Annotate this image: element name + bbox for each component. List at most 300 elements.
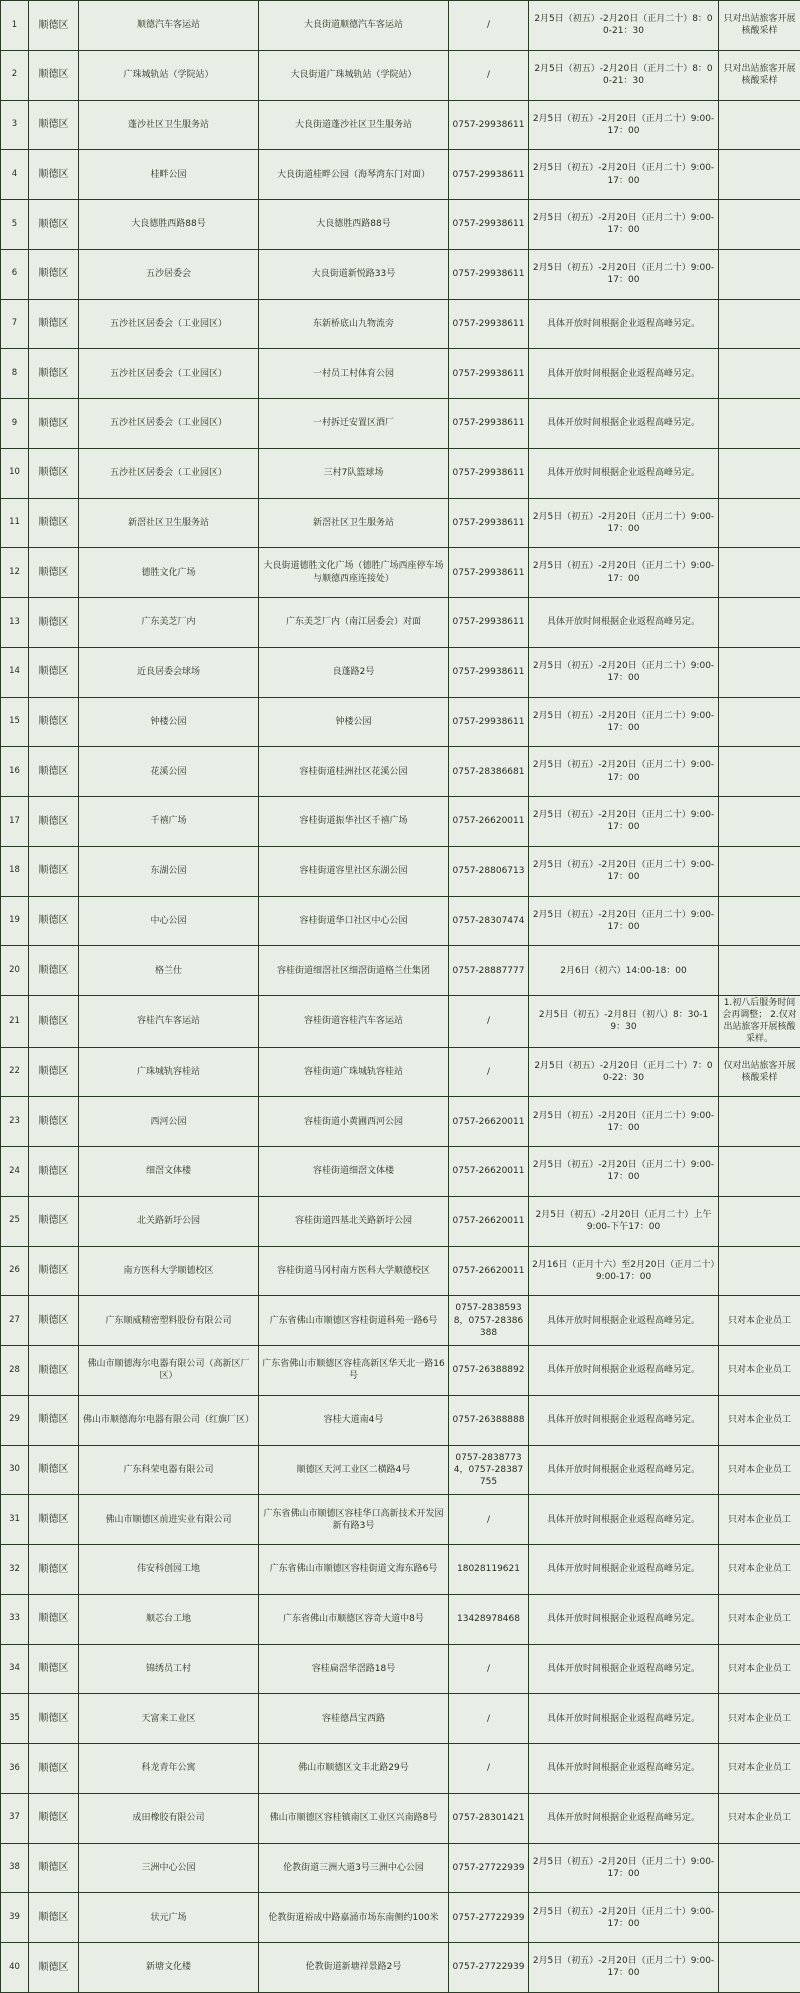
district-cell: 顺德区: [29, 1843, 79, 1893]
row-number: 39: [1, 1893, 29, 1943]
table-row: [1, 1097, 800, 1147]
site-name-cell: 佛山市顺德海尔电器有限公司（高新区厂区）: [79, 1346, 259, 1396]
hours-cell: 2月5日（初五）-2月20日（正月二十）8：00-21：30: [529, 1, 719, 51]
district-cell: 顺德区: [29, 1, 79, 51]
district-cell: 顺德区: [29, 448, 79, 498]
table-row: [1, 1744, 800, 1794]
site-name-cell: 广东美芝厂内: [79, 598, 259, 648]
hours-cell: 2月5日（初五）-2月20日（正月二十）9:00-17：00: [529, 697, 719, 747]
note-cell: 只对本企业员工: [719, 1445, 800, 1495]
table-row: [1, 996, 800, 1048]
address-cell: 容桂街道细滘社区细滘街道格兰仕集团: [259, 946, 449, 996]
site-name-cell: 北关路新圩公园: [79, 1196, 259, 1246]
district-cell: 顺德区: [29, 399, 79, 449]
row-number: 9: [1, 399, 29, 449]
hours-cell: 2月5日（初五）-2月20日（正月二十）9:00-17：00: [529, 747, 719, 797]
row-number: 13: [1, 598, 29, 648]
note-cell: [719, 797, 800, 847]
note-cell: 只对本企业员工: [719, 1793, 800, 1843]
district-cell: 顺德区: [29, 1296, 79, 1346]
table-row: [1, 1644, 800, 1694]
hours-cell: 具体开放时间根据企业返程高峰另定。: [529, 299, 719, 349]
district-cell: 顺德区: [29, 498, 79, 548]
note-cell: 只对本企业员工: [719, 1495, 800, 1545]
phone-cell: 0757-27722939: [449, 1843, 529, 1893]
table-row: [1, 797, 800, 847]
hours-cell: 2月5日（初五）-2月20日（正月二十）上午9:00-下午17：00: [529, 1196, 719, 1246]
site-name-cell: 五沙居委会: [79, 249, 259, 299]
address-cell: 良蓬路2号: [259, 647, 449, 697]
row-number: 34: [1, 1644, 29, 1694]
note-cell: [719, 1196, 800, 1246]
address-cell: 大良街道蓬沙社区卫生服务站: [259, 100, 449, 150]
address-cell: 伦教街道三洲大道3号三洲中心公园: [259, 1843, 449, 1893]
table-row: [1, 200, 800, 250]
site-name-cell: 状元广场: [79, 1893, 259, 1943]
district-cell: 顺德区: [29, 797, 79, 847]
table-row: [1, 896, 800, 946]
hours-cell: 具体开放时间根据企业返程高峰另定。: [529, 598, 719, 648]
note-cell: [719, 498, 800, 548]
site-name-cell: 近良居委会球场: [79, 647, 259, 697]
address-cell: 广东美芝厂内（南江居委会）对面: [259, 598, 449, 648]
district-cell: 顺德区: [29, 1594, 79, 1644]
address-cell: 广东省佛山市顺德区容桂街道科苑一路6号: [259, 1296, 449, 1346]
phone-cell: 0757-29938611: [449, 598, 529, 648]
row-number: 23: [1, 1097, 29, 1147]
site-name-cell: 佛山市顺德区前进实业有限公司: [79, 1495, 259, 1545]
address-cell: 容桂街道四基北关路新圩公园: [259, 1196, 449, 1246]
table-row: [1, 448, 800, 498]
address-cell: 钟楼公园: [259, 697, 449, 747]
hours-cell: 2月5日（初五）-2月20日（正月二十）9:00-17：00: [529, 846, 719, 896]
row-number: 4: [1, 150, 29, 200]
address-cell: 佛山市顺德区文丰北路29号: [259, 1744, 449, 1794]
note-cell: [719, 548, 800, 598]
note-cell: 只对本企业员工: [719, 1395, 800, 1445]
address-cell: 容桂街道马冈村南方医科大学顺德校区: [259, 1246, 449, 1296]
table-row: [1, 1594, 800, 1644]
note-cell: [719, 349, 800, 399]
row-number: 18: [1, 846, 29, 896]
row-number: 7: [1, 299, 29, 349]
address-cell: 容桂德昌宝西路: [259, 1694, 449, 1744]
phone-cell: /: [449, 1, 529, 51]
district-cell: 顺德区: [29, 1246, 79, 1296]
hours-cell: 2月5日（初五）-2月20日（正月二十）9:00-17：00: [529, 200, 719, 250]
hours-cell: 具体开放时间根据企业返程高峰另定。: [529, 1445, 719, 1495]
hours-cell: 2月5日（初五）-2月20日（正月二十）9:00-17：00: [529, 1147, 719, 1197]
table-row: [1, 1147, 800, 1197]
district-cell: 顺德区: [29, 697, 79, 747]
table-row: [1, 349, 800, 399]
address-cell: 容桂街道振华社区千禧广场: [259, 797, 449, 847]
note-cell: [719, 1246, 800, 1296]
district-cell: 顺德区: [29, 1445, 79, 1495]
site-name-cell: 西河公园: [79, 1097, 259, 1147]
district-cell: 顺德区: [29, 896, 79, 946]
row-number: 5: [1, 200, 29, 250]
note-cell: [719, 1147, 800, 1197]
phone-cell: 0757-29938611: [449, 498, 529, 548]
note-cell: [719, 747, 800, 797]
address-cell: 一村拆迁安置区酒厂: [259, 399, 449, 449]
row-number: 12: [1, 548, 29, 598]
hours-cell: 2月5日（初五）-2月20日（正月二十）9:00-17：00: [529, 150, 719, 200]
note-cell: 只对出站旅客开展核酸采样: [719, 1, 800, 51]
row-number: 20: [1, 946, 29, 996]
phone-cell: 0757-29938611: [449, 647, 529, 697]
note-cell: [719, 846, 800, 896]
phone-cell: /: [449, 1644, 529, 1694]
note-cell: [719, 150, 800, 200]
hours-cell: 具体开放时间根据企业返程高峰另定。: [529, 399, 719, 449]
address-cell: 容桂街道容里社区东湖公园: [259, 846, 449, 896]
district-cell: 顺德区: [29, 1395, 79, 1445]
table-row: [1, 697, 800, 747]
site-name-cell: 顺芯台工地: [79, 1594, 259, 1644]
district-cell: 顺德区: [29, 1644, 79, 1694]
district-cell: 顺德区: [29, 1047, 79, 1097]
site-name-cell: 五沙社区居委会（工业园区）: [79, 399, 259, 449]
table-row: [1, 946, 800, 996]
row-number: 15: [1, 697, 29, 747]
phone-cell: /: [449, 996, 529, 1048]
district-cell: 顺德区: [29, 349, 79, 399]
site-name-cell: 五沙社区居委会（工业园区）: [79, 299, 259, 349]
hours-cell: 具体开放时间根据企业返程高峰另定。: [529, 1395, 719, 1445]
table-row: [1, 1793, 800, 1843]
hours-cell: 具体开放时间根据企业返程高峰另定。: [529, 448, 719, 498]
district-cell: 顺德区: [29, 846, 79, 896]
site-name-cell: 成田橡胶有限公司: [79, 1793, 259, 1843]
phone-cell: 13428978468: [449, 1594, 529, 1644]
site-name-cell: 容桂汽车客运站: [79, 996, 259, 1048]
site-name-cell: 三洲中心公园: [79, 1843, 259, 1893]
hours-cell: 2月5日（初五）-2月8日（初八）8：30-19：30: [529, 996, 719, 1048]
note-cell: 只对本企业员工: [719, 1694, 800, 1744]
district-cell: 顺德区: [29, 1495, 79, 1545]
hours-cell: 2月5日（初五）-2月20日（正月二十）9:00-17：00: [529, 1893, 719, 1943]
address-cell: 大良德胜西路88号: [259, 200, 449, 250]
note-cell: [719, 299, 800, 349]
address-cell: 大良街道德胜文化广场（德胜广场西座停车场与顺德西座连接处）: [259, 548, 449, 598]
note-cell: [719, 399, 800, 449]
phone-cell: 0757-29938611: [449, 548, 529, 598]
hours-cell: 2月5日（初五）-2月20日（正月二十）9:00-17：00: [529, 896, 719, 946]
hours-cell: 具体开放时间根据企业返程高峰另定。: [529, 1545, 719, 1595]
site-name-cell: 新塘文化楼: [79, 1943, 259, 1993]
phone-cell: 0757-28387734，0757-28387755: [449, 1445, 529, 1495]
phone-cell: 0757-28307474: [449, 896, 529, 946]
table-row: [1, 1346, 800, 1396]
phone-cell: 0757-28301421: [449, 1793, 529, 1843]
phone-cell: /: [449, 1694, 529, 1744]
hours-cell: 2月5日（初五）-2月20日（正月二十）9:00-17：00: [529, 1097, 719, 1147]
note-cell: 只对本企业员工: [719, 1346, 800, 1396]
table-row: [1, 1545, 800, 1595]
hours-cell: 2月5日（初五）-2月20日（正月二十）9:00-17：00: [529, 1943, 719, 1993]
site-name-cell: 伟安科创园工地: [79, 1545, 259, 1595]
table-row: [1, 498, 800, 548]
phone-cell: 0757-28386681: [449, 747, 529, 797]
address-cell: 容桂街道华口社区中心公园: [259, 896, 449, 946]
site-name-cell: 花溪公园: [79, 747, 259, 797]
phone-cell: 0757-28887777: [449, 946, 529, 996]
hours-cell: 2月6日（初六）14:00-18：00: [529, 946, 719, 996]
site-name-cell: 桂畔公园: [79, 150, 259, 200]
site-name-cell: 五沙社区居委会（工业园区）: [79, 448, 259, 498]
phone-cell: 0757-29938611: [449, 399, 529, 449]
phone-cell: 0757-29938611: [449, 349, 529, 399]
district-cell: 顺德区: [29, 1545, 79, 1595]
address-cell: 大良街道新悦路33号: [259, 249, 449, 299]
note-cell: 仅对出站旅客开展核酸采样: [719, 1047, 800, 1097]
site-name-cell: 科龙青年公寓: [79, 1744, 259, 1794]
hours-cell: 具体开放时间根据企业返程高峰另定。: [529, 1644, 719, 1694]
address-cell: 容桂街道桂洲社区花溪公园: [259, 747, 449, 797]
table-row: [1, 1843, 800, 1893]
phone-cell: 0757-27722939: [449, 1893, 529, 1943]
address-cell: 广东省佛山市顺德区容桂华口高新技术开发园新有路3号: [259, 1495, 449, 1545]
note-cell: [719, 1943, 800, 1993]
note-cell: 只对本企业员工: [719, 1296, 800, 1346]
row-number: 38: [1, 1843, 29, 1893]
note-cell: [719, 1097, 800, 1147]
district-cell: 顺德区: [29, 946, 79, 996]
table-row: [1, 100, 800, 150]
note-cell: [719, 896, 800, 946]
row-number: 31: [1, 1495, 29, 1545]
table-row: [1, 399, 800, 449]
phone-cell: 0757-28806713: [449, 846, 529, 896]
row-number: 28: [1, 1346, 29, 1396]
site-name-cell: 锦绣员工村: [79, 1644, 259, 1694]
address-cell: 三村7队篮球场: [259, 448, 449, 498]
address-cell: 容桂街道广珠城轨容桂站: [259, 1047, 449, 1097]
hours-cell: 具体开放时间根据企业返程高峰另定。: [529, 1694, 719, 1744]
address-cell: 东新桥底山九物流旁: [259, 299, 449, 349]
address-cell: 大良街道广珠城轨站（学院站）: [259, 50, 449, 100]
table-row: [1, 548, 800, 598]
site-name-cell: 南方医科大学顺德校区: [79, 1246, 259, 1296]
phone-cell: /: [449, 1047, 529, 1097]
site-name-cell: 千禧广场: [79, 797, 259, 847]
hours-cell: 2月5日（初五）-2月20日（正月二十）9:00-17：00: [529, 797, 719, 847]
address-cell: 伦教街道裕成中路嘉涌市场东南侧约100米: [259, 1893, 449, 1943]
note-cell: 只对本企业员工: [719, 1644, 800, 1694]
district-cell: 顺德区: [29, 200, 79, 250]
hours-cell: 具体开放时间根据企业返程高峰另定。: [529, 1594, 719, 1644]
phone-cell: /: [449, 1744, 529, 1794]
phone-cell: 0757-29938611: [449, 299, 529, 349]
address-cell: 容桂街道容桂汽车客运站: [259, 996, 449, 1048]
note-cell: [719, 1893, 800, 1943]
table-row: [1, 747, 800, 797]
phone-cell: 0757-29938611: [449, 200, 529, 250]
phone-cell: 0757-29938611: [449, 150, 529, 200]
table-row: [1, 598, 800, 648]
note-cell: [719, 697, 800, 747]
table-row: [1, 1445, 800, 1495]
table-row: [1, 299, 800, 349]
hours-cell: 具体开放时间根据企业返程高峰另定。: [529, 1793, 719, 1843]
district-cell: 顺德区: [29, 100, 79, 150]
row-number: 21: [1, 996, 29, 1048]
site-name-cell: 广东顺威精密塑料股份有限公司: [79, 1296, 259, 1346]
district-cell: 顺德区: [29, 1694, 79, 1744]
note-cell: 只对本企业员工: [719, 1594, 800, 1644]
note-cell: [719, 249, 800, 299]
district-cell: 顺德区: [29, 1744, 79, 1794]
phone-cell: 0757-26620011: [449, 797, 529, 847]
hours-cell: 2月5日（初五）-2月20日（正月二十）9:00-17：00: [529, 647, 719, 697]
address-cell: 广东省佛山市顺德区容桂高新区华天北一路16号: [259, 1346, 449, 1396]
phone-cell: 0757-28385938，0757-28386388: [449, 1296, 529, 1346]
district-cell: 顺德区: [29, 1893, 79, 1943]
phone-cell: 18028119621: [449, 1545, 529, 1595]
site-name-cell: 新滘社区卫生服务站: [79, 498, 259, 548]
table-row: [1, 1, 800, 51]
table-row: [1, 1196, 800, 1246]
note-cell: [719, 598, 800, 648]
row-number: 22: [1, 1047, 29, 1097]
address-cell: 顺德区天河工业区二横路4号: [259, 1445, 449, 1495]
phone-cell: 0757-29938611: [449, 100, 529, 150]
site-name-cell: 德胜文化广场: [79, 548, 259, 598]
site-name-cell: 广珠城轨站（学院站）: [79, 50, 259, 100]
row-number: 11: [1, 498, 29, 548]
hours-cell: 2月5日（初五）-2月20日（正月二十）9:00-17：00: [529, 100, 719, 150]
table-row: [1, 150, 800, 200]
note-cell: 只对本企业员工: [719, 1545, 800, 1595]
site-name-cell: 中心公园: [79, 896, 259, 946]
row-number: 25: [1, 1196, 29, 1246]
table-row: [1, 647, 800, 697]
district-cell: 顺德区: [29, 150, 79, 200]
address-cell: 大良街道顺德汽车客运站: [259, 1, 449, 51]
hours-cell: 2月16日（正月十六）至2月20日（正月二十）9:00-17：00: [529, 1246, 719, 1296]
site-name-cell: 五沙社区居委会（工业园区）: [79, 349, 259, 399]
row-number: 27: [1, 1296, 29, 1346]
note-cell: 1.初八后服务时间会再调整； 2.仅对出站旅客开展核酸采样。: [719, 996, 800, 1048]
district-cell: 顺德区: [29, 647, 79, 697]
row-number: 30: [1, 1445, 29, 1495]
site-name-cell: 广东科荣电器有限公司: [79, 1445, 259, 1495]
district-cell: 顺德区: [29, 1793, 79, 1843]
table-row: [1, 1246, 800, 1296]
row-number: 16: [1, 747, 29, 797]
district-cell: 顺德区: [29, 1196, 79, 1246]
row-number: 35: [1, 1694, 29, 1744]
note-cell: 只对出站旅客开展核酸采样: [719, 50, 800, 100]
row-number: 24: [1, 1147, 29, 1197]
row-number: 2: [1, 50, 29, 100]
row-number: 29: [1, 1395, 29, 1445]
address-cell: 广东省佛山市顺德区容桂街道文海东路6号: [259, 1545, 449, 1595]
row-number: 40: [1, 1943, 29, 1993]
table-row: [1, 846, 800, 896]
note-cell: [719, 200, 800, 250]
row-number: 8: [1, 349, 29, 399]
row-number: 6: [1, 249, 29, 299]
site-name-cell: 大良德胜西路88号: [79, 200, 259, 250]
row-number: 37: [1, 1793, 29, 1843]
address-cell: 容桂扁滘华滘路18号: [259, 1644, 449, 1694]
address-cell: 容桂街道细滘文体楼: [259, 1147, 449, 1197]
site-name-cell: 东湖公园: [79, 846, 259, 896]
hours-cell: 2月5日（初五）-2月20日（正月二十）9:00-17：00: [529, 548, 719, 598]
phone-cell: 0757-29938611: [449, 249, 529, 299]
phone-cell: 0757-27722939: [449, 1943, 529, 1993]
site-name-cell: 蓬沙社区卫生服务站: [79, 100, 259, 150]
row-number: 1: [1, 1, 29, 51]
phone-cell: 0757-29938611: [449, 697, 529, 747]
phone-cell: 0757-29938611: [449, 448, 529, 498]
district-cell: 顺德区: [29, 996, 79, 1048]
phone-cell: /: [449, 50, 529, 100]
row-number: 32: [1, 1545, 29, 1595]
row-number: 10: [1, 448, 29, 498]
address-cell: 大良街道桂畔公园（海琴湾东门对面）: [259, 150, 449, 200]
district-cell: 顺德区: [29, 747, 79, 797]
district-cell: 顺德区: [29, 1346, 79, 1396]
address-cell: 广东省佛山市顺德区容奇大道中8号: [259, 1594, 449, 1644]
phone-cell: 0757-26620011: [449, 1196, 529, 1246]
address-cell: 一村员工村体育公园: [259, 349, 449, 399]
row-number: 36: [1, 1744, 29, 1794]
row-number: 14: [1, 647, 29, 697]
district-cell: 顺德区: [29, 1943, 79, 1993]
note-cell: [719, 448, 800, 498]
address-cell: 佛山市顺德区容桂镇南区工业区兴南路8号: [259, 1793, 449, 1843]
table-row: [1, 1694, 800, 1744]
site-name-cell: 钟楼公园: [79, 697, 259, 747]
hours-cell: 具体开放时间根据企业返程高峰另定。: [529, 1495, 719, 1545]
row-number: 3: [1, 100, 29, 150]
phone-cell: 0757-26388892: [449, 1346, 529, 1396]
table-row: [1, 249, 800, 299]
hours-cell: 具体开放时间根据企业返程高峰另定。: [529, 1744, 719, 1794]
note-cell: [719, 100, 800, 150]
phone-cell: 0757-26620011: [449, 1147, 529, 1197]
address-cell: 容桂街道小黄圃西河公园: [259, 1097, 449, 1147]
site-name-cell: 天富来工业区: [79, 1694, 259, 1744]
district-cell: 顺德区: [29, 50, 79, 100]
phone-cell: /: [449, 1495, 529, 1545]
district-cell: 顺德区: [29, 1147, 79, 1197]
table-row: [1, 1395, 800, 1445]
note-cell: [719, 1843, 800, 1893]
site-name-cell: 广珠城轨容桂站: [79, 1047, 259, 1097]
table-row: [1, 1495, 800, 1545]
district-cell: 顺德区: [29, 299, 79, 349]
site-name-cell: 顺德汽车客运站: [79, 1, 259, 51]
table-row: [1, 1047, 800, 1097]
hours-cell: 2月5日（初五）-2月20日（正月二十）8：00-21：30: [529, 50, 719, 100]
address-cell: 容桂大道南4号: [259, 1395, 449, 1445]
site-name-cell: 佛山市顺德海尔电器有限公司（红旗厂区）: [79, 1395, 259, 1445]
district-cell: 顺德区: [29, 1097, 79, 1147]
district-cell: 顺德区: [29, 249, 79, 299]
hours-cell: 具体开放时间根据企业返程高峰另定。: [529, 1346, 719, 1396]
table-row: [1, 1893, 800, 1943]
table-row: [1, 1943, 800, 1993]
address-cell: 新滘社区卫生服务站: [259, 498, 449, 548]
district-cell: 顺德区: [29, 598, 79, 648]
row-number: 26: [1, 1246, 29, 1296]
hours-cell: 具体开放时间根据企业返程高峰另定。: [529, 349, 719, 399]
